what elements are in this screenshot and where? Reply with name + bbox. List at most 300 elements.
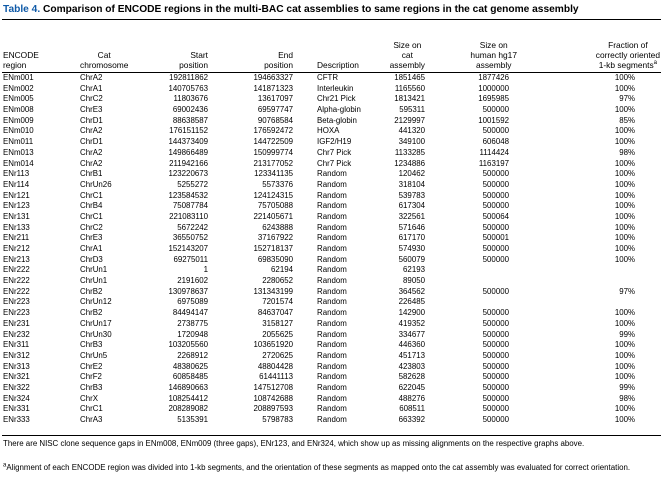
size-hg17-cell: 500000 bbox=[482, 404, 509, 414]
table-row bbox=[0, 276, 663, 287]
size-hg17-cell: 500000 bbox=[482, 190, 509, 200]
description-cell: Random bbox=[317, 244, 347, 253]
fraction-cell: 100% bbox=[614, 83, 635, 93]
description-cell: CFTR bbox=[317, 73, 339, 82]
fraction-cell: 100% bbox=[614, 350, 635, 360]
region-cell: ENr331 bbox=[3, 404, 30, 414]
table-row bbox=[0, 212, 663, 223]
end-cell: 141871323 bbox=[253, 83, 293, 93]
chromosome-cell: ChrE3 bbox=[80, 105, 103, 115]
table-row bbox=[0, 137, 663, 148]
start-cell: 2268912 bbox=[177, 350, 208, 360]
table-row bbox=[0, 330, 663, 341]
start-cell: 2738775 bbox=[177, 318, 208, 328]
description-cell: IGF2/H19 bbox=[317, 137, 352, 147]
end-cell: 103651920 bbox=[253, 340, 293, 350]
header-size-cat: Size on cat assembly bbox=[389, 40, 425, 70]
chromosome-cell: ChrB3 bbox=[80, 382, 103, 392]
size-hg17-cell: 500000 bbox=[482, 179, 509, 189]
region-cell: ENm010 bbox=[3, 126, 34, 136]
end-cell: 144722509 bbox=[253, 137, 293, 147]
fraction-cell: 100% bbox=[614, 254, 635, 264]
size-hg17-cell: 500064 bbox=[482, 211, 509, 221]
chromosome-cell: ChrUn12 bbox=[80, 297, 112, 307]
size-hg17-cell: 500000 bbox=[482, 318, 509, 328]
fraction-cell: 100% bbox=[614, 73, 635, 82]
fraction-cell: 100% bbox=[614, 137, 635, 147]
region-cell: ENm005 bbox=[3, 94, 34, 104]
region-cell: ENm002 bbox=[3, 83, 34, 93]
end-cell: 150999774 bbox=[253, 147, 293, 157]
description-cell: HOXA bbox=[317, 126, 340, 136]
bottom-rule bbox=[2, 435, 661, 436]
description-cell: Random bbox=[317, 340, 347, 350]
fraction-cell: 100% bbox=[614, 233, 635, 243]
chromosome-cell: ChrA2 bbox=[80, 158, 103, 168]
size-cat-cell: 89050 bbox=[403, 276, 425, 286]
table-row bbox=[0, 159, 663, 170]
description-cell: Random bbox=[317, 350, 347, 360]
description-cell: Random bbox=[317, 222, 347, 232]
description-cell: Random bbox=[317, 179, 347, 189]
region-cell: ENr114 bbox=[3, 179, 30, 189]
region-cell: ENr223 bbox=[3, 308, 30, 318]
end-cell: 69835090 bbox=[257, 254, 293, 264]
size-hg17-cell: 500001 bbox=[482, 233, 509, 243]
region-cell: ENr322 bbox=[3, 382, 30, 392]
table-caption bbox=[3, 2, 661, 18]
description-cell: Random bbox=[317, 297, 347, 307]
size-hg17-cell: 500000 bbox=[482, 415, 509, 424]
end-cell: 7201574 bbox=[262, 297, 293, 307]
end-cell: 13617097 bbox=[257, 94, 293, 104]
start-cell: 1720948 bbox=[177, 329, 208, 339]
table-footnote-a bbox=[3, 463, 661, 473]
end-cell: 208897593 bbox=[253, 404, 293, 414]
region-cell: ENr324 bbox=[3, 393, 30, 403]
size-hg17-cell: 500000 bbox=[482, 254, 509, 264]
start-cell: 5255272 bbox=[177, 179, 208, 189]
size-cat-cell: 318104 bbox=[398, 179, 425, 189]
top-rule bbox=[2, 19, 661, 20]
chromosome-cell: ChrD1 bbox=[80, 115, 103, 125]
description-cell: Random bbox=[317, 233, 347, 243]
end-cell: 108742688 bbox=[253, 393, 293, 403]
size-hg17-cell: 1163197 bbox=[478, 158, 509, 168]
size-hg17-cell: 500000 bbox=[482, 286, 509, 296]
start-cell: 146890663 bbox=[168, 382, 208, 392]
description-cell: Random bbox=[317, 382, 347, 392]
chromosome-cell: ChrUn5 bbox=[80, 350, 108, 360]
fraction-cell: 100% bbox=[614, 318, 635, 328]
region-cell: ENm014 bbox=[3, 158, 34, 168]
description-cell: Random bbox=[317, 404, 347, 414]
table-row bbox=[0, 126, 663, 137]
fraction-cell: 99% bbox=[619, 382, 635, 392]
end-cell: 2280652 bbox=[262, 276, 293, 286]
region-cell: ENr232 bbox=[3, 329, 30, 339]
size-cat-cell: 622045 bbox=[398, 382, 425, 392]
chromosome-cell: ChrA2 bbox=[80, 126, 103, 136]
header-start: Start position bbox=[179, 50, 208, 70]
size-hg17-cell: 500000 bbox=[482, 222, 509, 232]
start-cell: 192811862 bbox=[169, 73, 208, 82]
chromosome-cell: ChrA1 bbox=[80, 83, 103, 93]
table-row bbox=[0, 191, 663, 202]
start-cell: 123584532 bbox=[168, 190, 208, 200]
fraction-cell: 97% bbox=[619, 94, 635, 104]
size-cat-cell: 1165560 bbox=[394, 83, 425, 93]
size-cat-cell: 423803 bbox=[398, 361, 425, 371]
table-row bbox=[0, 372, 663, 383]
chromosome-cell: ChrD1 bbox=[80, 137, 103, 147]
start-cell: 149866489 bbox=[168, 147, 208, 157]
end-cell: 61441113 bbox=[259, 372, 293, 382]
header-end: End position bbox=[264, 50, 293, 70]
fraction-cell: 100% bbox=[614, 211, 635, 221]
size-hg17-cell: 500000 bbox=[482, 340, 509, 350]
region-cell: ENm009 bbox=[3, 115, 34, 125]
size-hg17-cell: 500000 bbox=[482, 382, 509, 392]
table-title: Comparison of ENCODE regions in the multi-BAC cat assemblies to same regions in the cat genome assembly bbox=[43, 4, 579, 15]
table-row bbox=[0, 351, 663, 362]
start-cell: 130978637 bbox=[168, 286, 208, 296]
size-cat-cell: 62193 bbox=[403, 265, 425, 275]
size-hg17-cell: 500000 bbox=[482, 126, 509, 136]
start-cell: 144373409 bbox=[168, 137, 208, 147]
table-body bbox=[0, 73, 663, 426]
size-hg17-cell: 500000 bbox=[482, 393, 509, 403]
size-cat-cell: 419352 bbox=[398, 318, 425, 328]
chromosome-cell: ChrE3 bbox=[80, 233, 103, 243]
table-row bbox=[0, 394, 663, 405]
start-cell: 123220673 bbox=[168, 169, 208, 179]
chromosome-cell: ChrA3 bbox=[80, 415, 103, 424]
start-cell: 36550752 bbox=[172, 233, 208, 243]
table-note: There are NISC clone sequence gaps in ENm008, ENm009 (three gaps), ENr123, and ENr324, which show up as missing alignments on the respective graphs above. bbox=[3, 439, 585, 448]
region-cell: ENr222 bbox=[3, 265, 30, 275]
fraction-cell: 99% bbox=[619, 329, 635, 339]
region-cell: ENr113 bbox=[3, 169, 30, 179]
table-row bbox=[0, 362, 663, 373]
description-cell: Random bbox=[317, 318, 347, 328]
description-cell: Random bbox=[317, 254, 347, 264]
start-cell: 5135391 bbox=[177, 415, 208, 424]
size-cat-cell: 364562 bbox=[398, 286, 425, 296]
size-hg17-cell: 1695985 bbox=[478, 94, 509, 104]
chromosome-cell: ChrC2 bbox=[80, 94, 103, 104]
start-cell: 84494147 bbox=[172, 308, 208, 318]
size-cat-cell: 334677 bbox=[398, 329, 425, 339]
size-hg17-cell: 1000000 bbox=[478, 83, 509, 93]
header-fraction-text: Fraction of correctly oriented 1-kb segments bbox=[595, 40, 660, 70]
footnote-marker: a bbox=[3, 462, 7, 469]
region-cell: ENm011 bbox=[3, 137, 34, 147]
region-cell: ENr211 bbox=[3, 233, 30, 243]
footnote-text: Alignment of each ENCODE region was divided into 1-kb segments, and the orientation of these segments as mapped onto the cat assembly was evaluated for correct orientation. bbox=[6, 463, 631, 472]
description-cell: Random bbox=[317, 201, 347, 211]
region-cell: ENr222 bbox=[3, 276, 30, 286]
fraction-cell: 100% bbox=[614, 361, 635, 371]
start-cell: 176151152 bbox=[169, 126, 208, 136]
size-hg17-cell: 1877426 bbox=[478, 73, 509, 82]
start-cell: 103205560 bbox=[168, 340, 208, 350]
fraction-cell: 100% bbox=[614, 340, 635, 350]
region-cell: ENr123 bbox=[3, 201, 30, 211]
size-cat-cell: 322561 bbox=[398, 211, 425, 221]
header-fraction-footnote: a bbox=[653, 60, 658, 67]
table-row bbox=[0, 94, 663, 105]
region-cell: ENm013 bbox=[3, 147, 34, 157]
table-row bbox=[0, 383, 663, 394]
table-header bbox=[0, 24, 663, 70]
size-cat-cell: 617304 bbox=[398, 201, 425, 211]
start-cell: 48380625 bbox=[172, 361, 208, 371]
table-row bbox=[0, 73, 663, 84]
region-cell: ENr312 bbox=[3, 350, 30, 360]
table-row bbox=[0, 340, 663, 351]
fraction-cell: 100% bbox=[614, 244, 635, 253]
fraction-cell: 98% bbox=[619, 147, 635, 157]
size-cat-cell: 441320 bbox=[398, 126, 425, 136]
start-cell: 211942166 bbox=[169, 158, 208, 168]
description-cell: Beta-globin bbox=[317, 115, 357, 125]
region-cell: ENr231 bbox=[3, 318, 30, 328]
size-cat-cell: 1851465 bbox=[394, 73, 425, 82]
header-size-hg17: Size on human hg17 assembly bbox=[470, 40, 517, 70]
start-cell: 69002436 bbox=[172, 105, 208, 115]
size-hg17-cell: 1001592 bbox=[478, 115, 509, 125]
region-cell: ENr133 bbox=[3, 222, 30, 232]
region-cell: ENr131 bbox=[3, 211, 30, 221]
chromosome-cell: ChrUn17 bbox=[80, 318, 112, 328]
size-hg17-cell: 500000 bbox=[482, 201, 509, 211]
size-hg17-cell: 606048 bbox=[482, 137, 509, 147]
start-cell: 1 bbox=[203, 265, 208, 275]
size-cat-cell: 595311 bbox=[399, 105, 425, 115]
size-cat-cell: 539783 bbox=[398, 190, 425, 200]
start-cell: 6975089 bbox=[177, 297, 208, 307]
fraction-cell: 100% bbox=[614, 201, 635, 211]
description-cell: Alpha-globin bbox=[317, 105, 361, 115]
table-row bbox=[0, 105, 663, 116]
fraction-cell: 97% bbox=[619, 286, 635, 296]
end-cell: 194663327 bbox=[253, 73, 293, 82]
chromosome-cell: ChrB2 bbox=[80, 286, 103, 296]
region-cell: ENr321 bbox=[3, 372, 30, 382]
chromosome-cell: ChrC1 bbox=[80, 211, 103, 221]
size-cat-cell: 1813421 bbox=[394, 94, 425, 104]
description-cell: Random bbox=[317, 415, 347, 424]
chromosome-cell: ChrC2 bbox=[80, 222, 103, 232]
fraction-cell: 100% bbox=[614, 105, 635, 115]
description-cell: Random bbox=[317, 286, 347, 296]
size-cat-cell: 571646 bbox=[398, 222, 425, 232]
description-cell: Random bbox=[317, 329, 347, 339]
description-cell: Chr21 Pick bbox=[317, 94, 356, 104]
chromosome-cell: ChrB4 bbox=[80, 201, 103, 211]
end-cell: 90768584 bbox=[257, 115, 293, 125]
end-cell: 131343199 bbox=[253, 286, 293, 296]
fraction-cell: 100% bbox=[614, 222, 635, 232]
start-cell: 60858485 bbox=[172, 372, 208, 382]
chromosome-cell: ChrB3 bbox=[80, 340, 103, 350]
table-row bbox=[0, 233, 663, 244]
size-hg17-cell: 500000 bbox=[482, 169, 509, 179]
description-cell: Random bbox=[317, 393, 347, 403]
end-cell: 5573376 bbox=[262, 179, 293, 189]
table-row bbox=[0, 287, 663, 298]
size-hg17-cell: 500000 bbox=[482, 244, 509, 253]
description-cell: Random bbox=[317, 308, 347, 318]
size-cat-cell: 574930 bbox=[398, 244, 425, 253]
table-row bbox=[0, 265, 663, 276]
chromosome-cell: ChrA1 bbox=[80, 244, 103, 253]
chromosome-cell: ChrB1 bbox=[80, 169, 103, 179]
size-cat-cell: 582628 bbox=[398, 372, 425, 382]
fraction-cell: 100% bbox=[614, 308, 635, 318]
size-cat-cell: 560079 bbox=[398, 254, 425, 264]
size-cat-cell: 663392 bbox=[398, 415, 425, 424]
end-cell: 6243888 bbox=[262, 222, 293, 232]
start-cell: 69275011 bbox=[173, 254, 208, 264]
region-cell: ENr333 bbox=[3, 415, 30, 424]
region-cell: ENr313 bbox=[3, 361, 30, 371]
start-cell: 140705763 bbox=[168, 83, 208, 93]
end-cell: 84637047 bbox=[257, 308, 293, 318]
description-cell: Chr7 Pick bbox=[317, 158, 352, 168]
fraction-cell: 100% bbox=[614, 372, 635, 382]
size-cat-cell: 608511 bbox=[399, 404, 425, 414]
region-cell: ENr212 bbox=[3, 244, 30, 253]
size-hg17-cell: 500000 bbox=[482, 105, 509, 115]
description-cell: Random bbox=[317, 361, 347, 371]
end-cell: 37167922 bbox=[257, 233, 293, 243]
size-cat-cell: 1133285 bbox=[394, 147, 425, 157]
description-cell: Random bbox=[317, 169, 347, 179]
header-fraction bbox=[596, 40, 660, 70]
size-cat-cell: 2129997 bbox=[394, 115, 425, 125]
start-cell: 152143207 bbox=[168, 244, 208, 253]
region-cell: ENm008 bbox=[3, 105, 34, 115]
chromosome-cell: ChrA2 bbox=[80, 73, 103, 82]
chromosome-cell: ChrUn30 bbox=[80, 329, 112, 339]
region-cell: ENr121 bbox=[3, 190, 30, 200]
size-cat-cell: 349100 bbox=[398, 137, 425, 147]
region-cell: ENr223 bbox=[3, 297, 30, 307]
chromosome-cell: ChrD3 bbox=[80, 254, 103, 264]
table-row bbox=[0, 169, 663, 180]
fraction-cell: 98% bbox=[619, 393, 635, 403]
end-cell: 176592472 bbox=[253, 126, 293, 136]
table-row bbox=[0, 223, 663, 234]
fraction-cell: 100% bbox=[614, 190, 635, 200]
size-cat-cell: 226485 bbox=[398, 297, 425, 307]
table-row bbox=[0, 255, 663, 266]
description-cell: Random bbox=[317, 190, 347, 200]
start-cell: 5672242 bbox=[177, 222, 208, 232]
region-cell: ENr213 bbox=[3, 254, 30, 264]
fraction-cell: 85% bbox=[619, 115, 635, 125]
fraction-cell: 100% bbox=[614, 126, 635, 136]
size-hg17-cell: 500000 bbox=[482, 329, 509, 339]
end-cell: 123341135 bbox=[254, 169, 293, 179]
table-row bbox=[0, 84, 663, 95]
end-cell: 3158127 bbox=[262, 318, 293, 328]
fraction-cell: 100% bbox=[614, 179, 635, 189]
start-cell: 11803676 bbox=[173, 94, 208, 104]
start-cell: 2191602 bbox=[177, 276, 208, 286]
start-cell: 88638587 bbox=[172, 115, 208, 125]
table-label: Table 4. bbox=[3, 4, 41, 15]
chromosome-cell: ChrF2 bbox=[80, 372, 102, 382]
end-cell: 75705088 bbox=[257, 201, 293, 211]
end-cell: 2720625 bbox=[262, 350, 293, 360]
start-cell: 221083110 bbox=[169, 211, 208, 221]
size-hg17-cell: 500000 bbox=[482, 350, 509, 360]
header-description: Description bbox=[317, 60, 359, 70]
chromosome-cell: ChrB2 bbox=[80, 308, 103, 318]
chromosome-cell: ChrUn1 bbox=[80, 265, 108, 275]
table-row bbox=[0, 308, 663, 319]
size-cat-cell: 488276 bbox=[398, 393, 425, 403]
chromosome-cell: ChrX bbox=[80, 393, 98, 403]
description-cell: Random bbox=[317, 265, 347, 275]
start-cell: 108254412 bbox=[168, 393, 208, 403]
end-cell: 124124315 bbox=[253, 190, 293, 200]
end-cell: 213177052 bbox=[253, 158, 293, 168]
table-row bbox=[0, 297, 663, 308]
size-hg17-cell: 500000 bbox=[482, 308, 509, 318]
chromosome-cell: ChrC1 bbox=[80, 190, 103, 200]
end-cell: 62194 bbox=[271, 265, 293, 275]
table-row bbox=[0, 244, 663, 255]
chromosome-cell: ChrC1 bbox=[80, 404, 103, 414]
table-row bbox=[0, 116, 663, 127]
table-row bbox=[0, 201, 663, 212]
size-cat-cell: 142900 bbox=[398, 308, 425, 318]
size-cat-cell: 120462 bbox=[398, 169, 425, 179]
table-row bbox=[0, 415, 663, 426]
size-cat-cell: 1234886 bbox=[394, 158, 425, 168]
table-row bbox=[0, 404, 663, 415]
description-cell: Random bbox=[317, 276, 347, 286]
table-row bbox=[0, 180, 663, 191]
table-row bbox=[0, 148, 663, 159]
region-cell: ENm001 bbox=[3, 73, 34, 82]
size-hg17-cell: 1114424 bbox=[479, 147, 509, 157]
end-cell: 147512708 bbox=[253, 382, 293, 392]
header-region: ENCODE region bbox=[3, 50, 39, 70]
size-cat-cell: 446360 bbox=[398, 340, 425, 350]
fraction-cell: 100% bbox=[614, 158, 635, 168]
description-cell: Random bbox=[317, 211, 347, 221]
chromosome-cell: ChrE2 bbox=[80, 361, 103, 371]
region-cell: ENr311 bbox=[3, 340, 30, 350]
fraction-cell: 100% bbox=[614, 415, 635, 424]
chromosome-cell: ChrUn26 bbox=[80, 179, 112, 189]
start-cell: 208289082 bbox=[168, 404, 208, 414]
description-cell: Random bbox=[317, 372, 347, 382]
end-cell: 69597747 bbox=[257, 105, 293, 115]
chromosome-cell: ChrA2 bbox=[80, 147, 103, 157]
region-cell: ENr222 bbox=[3, 286, 30, 296]
end-cell: 2055625 bbox=[262, 329, 293, 339]
fraction-cell: 100% bbox=[614, 404, 635, 414]
end-cell: 5798783 bbox=[262, 415, 293, 424]
end-cell: 48804428 bbox=[257, 361, 293, 371]
size-cat-cell: 451713 bbox=[398, 350, 425, 360]
